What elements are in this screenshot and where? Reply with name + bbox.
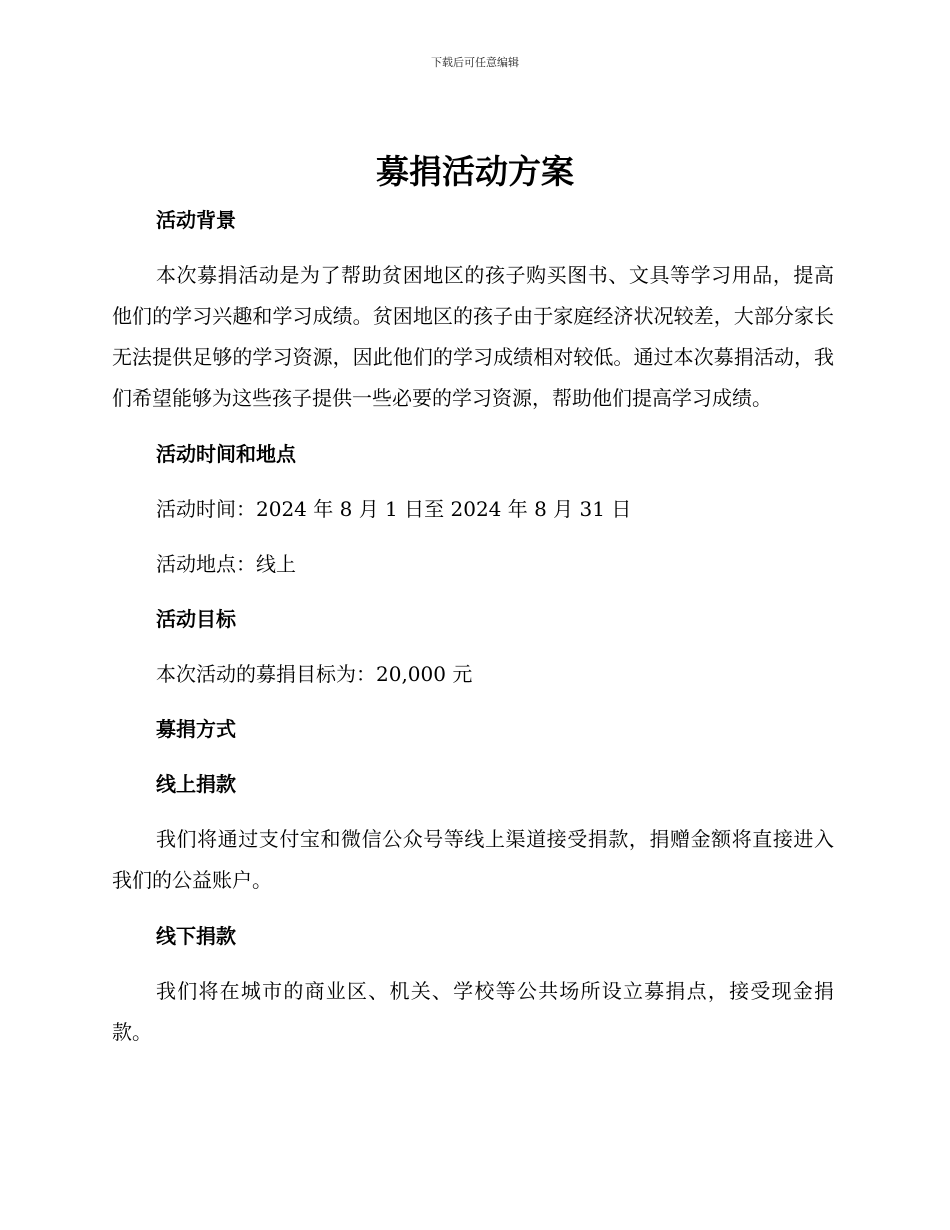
document-title: 募捐活动方案 (376, 152, 574, 191)
background-paragraph: 本次募捐活动是为了帮助贫困地区的孩子购买图书、文具等学习用品，提高他们的学习兴趣和学习成绩。贫困地区的孩子由于家庭经济状况较差，大部分家长无法提供足够的学习资源，因此他们的学习成绩相对较低。通过本次募捐活动，我们希望能够为这些孩子提供一些必要的学习资源，帮助他们提高学习成绩。 (112, 263, 834, 410)
section-heading-background: 活动背景 (156, 208, 236, 232)
subheading-offline-donation: 线下捐款 (156, 924, 236, 948)
document-body (112, 200, 834, 1053)
section-heading-goal: 活动目标 (156, 607, 236, 631)
section-heading-methods: 募捐方式 (156, 717, 236, 741)
activity-place: 活动地点：线上 (156, 552, 296, 576)
goal-text: 本次活动的募捐目标为：20,000 元 (156, 662, 473, 686)
subheading-online-donation: 线上捐款 (156, 772, 236, 796)
section-heading-time-place: 活动时间和地点 (156, 442, 296, 466)
online-donation-paragraph: 我们将通过支付宝和微信公众号等线上渠道接受捐款，捐赠金额将直接进入我们的公益账户。 (112, 827, 834, 892)
running-header: 下载后可任意编辑 (431, 56, 519, 69)
offline-donation-paragraph: 我们将在城市的商业区、机关、学校等公共场所设立募捐点，接受现金捐款。 (112, 979, 834, 1044)
activity-time: 活动时间：2024 年 8 月 1 日至 2024 年 8 月 31 日 (156, 497, 632, 521)
